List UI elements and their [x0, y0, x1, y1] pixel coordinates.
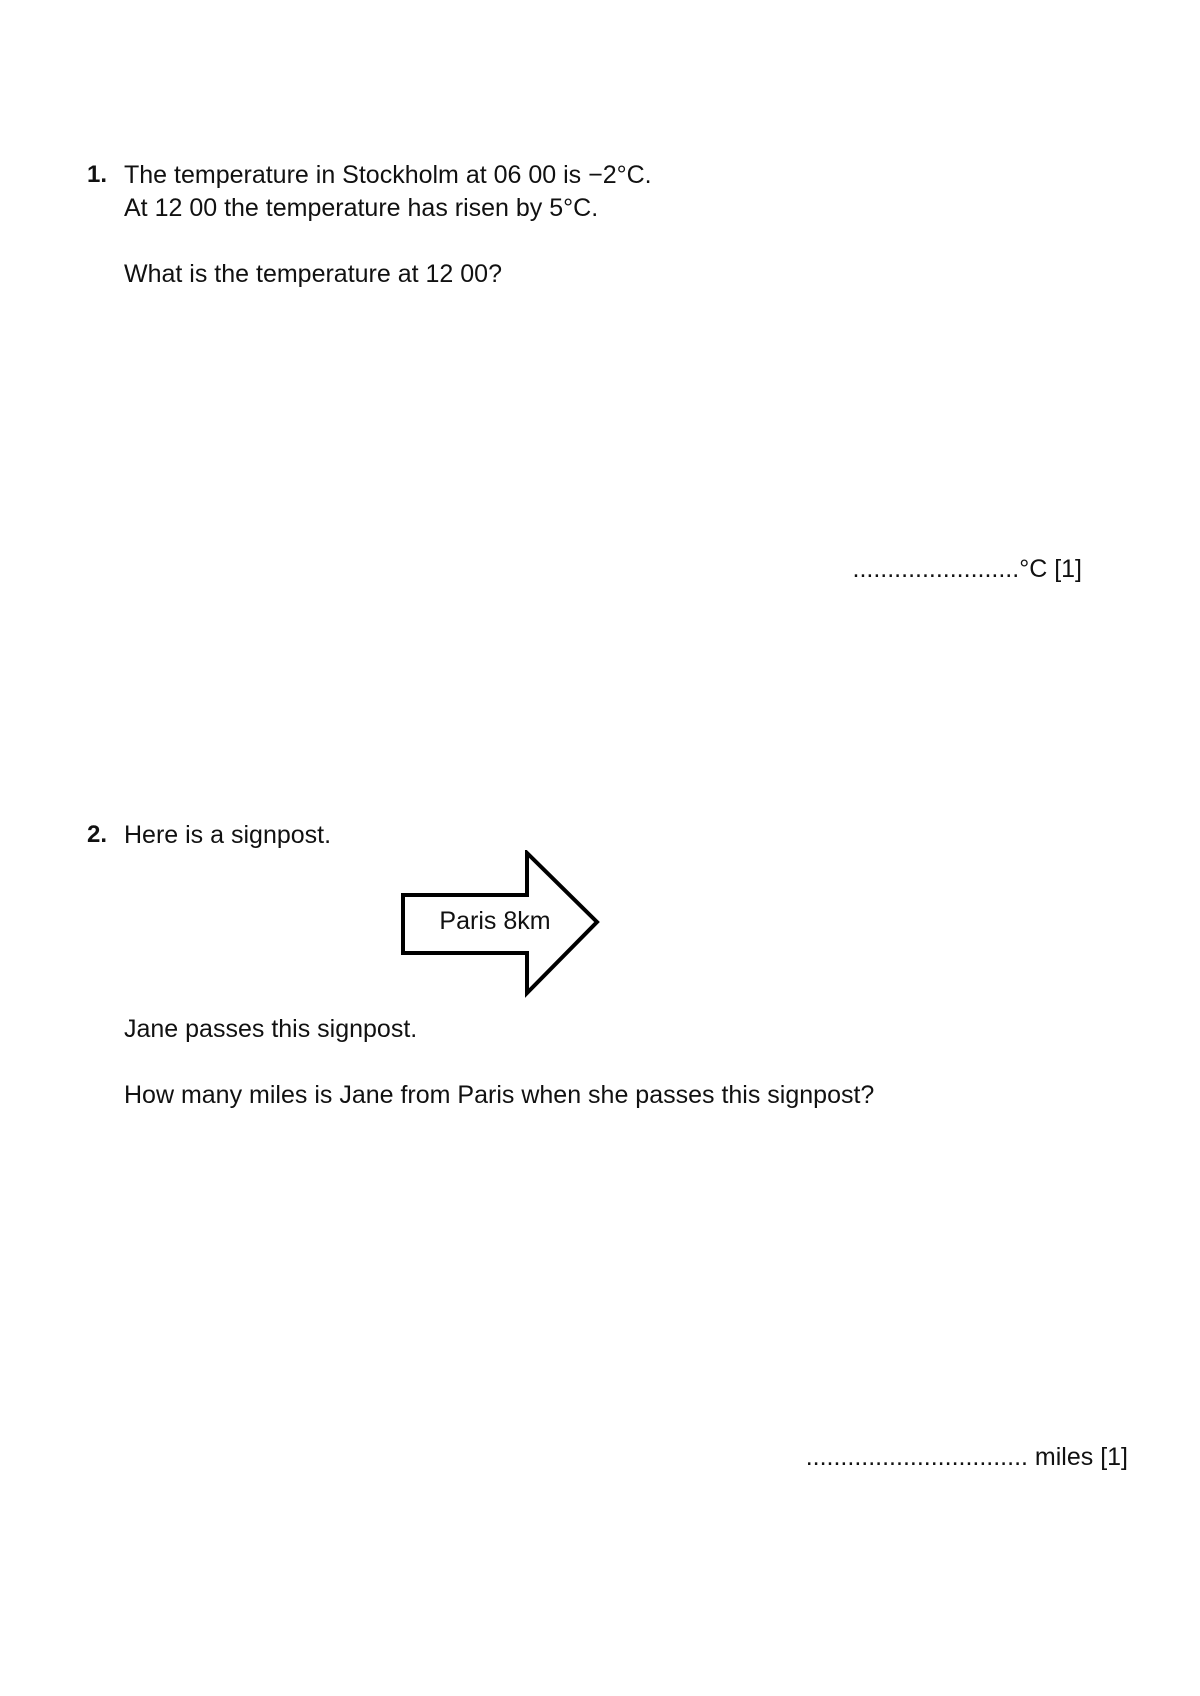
question-2-text-line-1: Jane passes this signpost. [124, 1015, 418, 1043]
question-2-prompt: How many miles is Jane from Paris when she passes this signpost? [124, 1081, 875, 1109]
question-1-text-line-1: The temperature in Stockholm at 06 00 is −2°C. [124, 161, 652, 189]
question-1-text-line-2: At 12 00 the temperature has risen by 5°C. [124, 194, 599, 222]
question-1-number: 1. [87, 161, 108, 188]
question-2-number: 2. [87, 821, 108, 848]
question-1-answer-line[interactable]: ........................°C [1] [852, 555, 1082, 583]
question-2-answer-line[interactable]: ................................ miles [1] [805, 1443, 1128, 1471]
question-2-intro: Here is a signpost. [124, 821, 332, 849]
question-1-prompt: What is the temperature at 12 00? [124, 260, 502, 288]
signpost-label: Paris 8km [439, 907, 551, 935]
signpost-figure [400, 850, 600, 1000]
